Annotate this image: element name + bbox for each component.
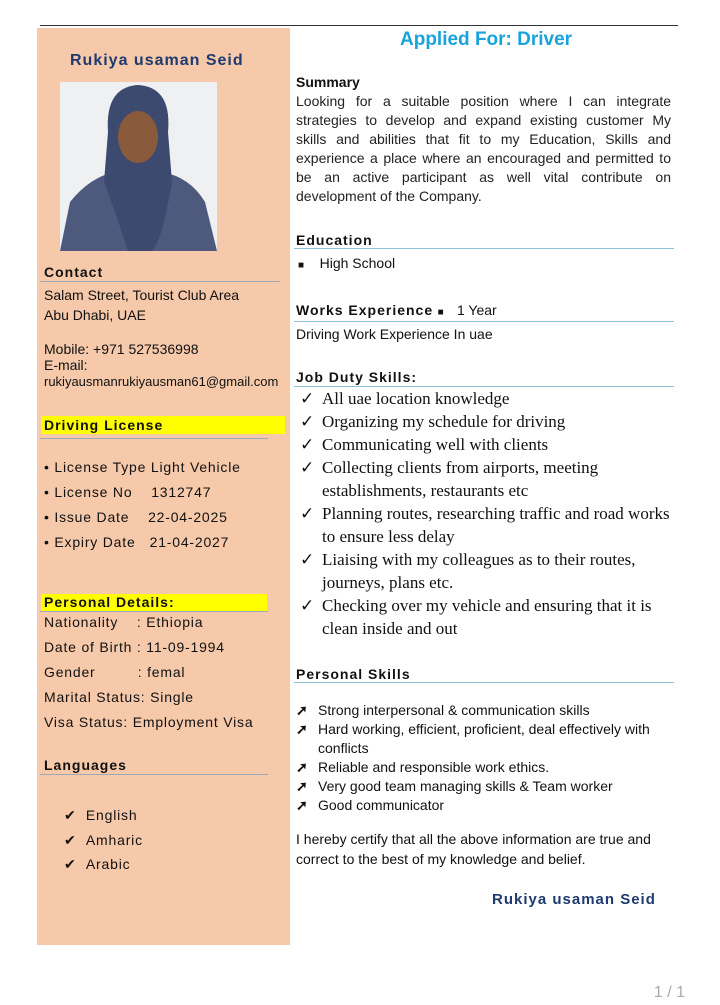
marital-status: Marital Status: Single <box>44 689 194 705</box>
duty-item: ✓ Organizing my schedule for driving <box>300 412 566 431</box>
personal-details-heading: Personal Details: <box>41 594 267 611</box>
personal-skills-heading: Personal Skills <box>296 666 411 682</box>
language-item: ✔ Arabic <box>64 856 131 872</box>
divider <box>40 281 280 282</box>
visa-status: Visa Status: Employment Visa <box>44 714 254 730</box>
address-line-1: Salam Street, Tourist Club Area <box>44 287 240 303</box>
check-icon: ✔ <box>64 807 86 823</box>
skill-item: ➚ Very good team managing skills & Team worker <box>296 778 613 794</box>
candidate-name: Rukiya usaman Seid <box>70 52 244 69</box>
summary-text: Looking for a suitable position where I can integrate strategies to develop and expand existing customer My skills and abilities that fit to my Education, Skills and experience a place where an encouraged and permitted to be an active participant as well vital contribute on development of the Company. <box>296 93 671 204</box>
address-line-2: Abu Dhabi, UAE <box>44 307 146 323</box>
email-label: E-mail: <box>44 357 88 373</box>
contact-heading: Contact <box>44 264 104 280</box>
gender: Gender : femal <box>44 664 186 680</box>
check-icon: ✓ <box>300 550 315 569</box>
square-bullet-icon: ■ <box>298 260 305 271</box>
check-icon: ✓ <box>300 458 315 477</box>
experience-text: Driving Work Experience In uae <box>296 326 493 342</box>
license-no: • License No 1312747 <box>44 484 212 500</box>
check-icon: ✓ <box>300 435 315 454</box>
top-rule <box>40 25 678 26</box>
language-item: ✔ English <box>64 807 138 823</box>
duty-item: ✓ Collecting clients from airports, meeting establishments, restaurants etc <box>300 458 599 500</box>
signature-name: Rukiya usaman Seid <box>492 891 656 908</box>
mobile: Mobile: +971 527536998 <box>44 341 199 357</box>
license-type: • License Type Light Vehicle <box>44 459 241 475</box>
expiry-date: • Expiry Date 21-04-2027 <box>44 534 230 550</box>
nationality: Nationality : Ethiopia <box>44 614 204 630</box>
check-icon: ✔ <box>64 856 86 872</box>
divider <box>40 611 268 612</box>
duty-item: ✓ Planning routes, researching traffic and road works to ensure less delay <box>300 504 670 546</box>
experience-header <box>296 302 497 321</box>
check-icon: ✓ <box>300 596 315 615</box>
divider <box>294 321 674 322</box>
issue-date: • Issue Date 22-04-2025 <box>44 509 228 525</box>
check-icon: ✓ <box>300 504 315 523</box>
duty-item: ✓ Communicating well with clients <box>300 435 549 454</box>
languages-heading: Languages <box>44 757 127 773</box>
arrow-up-right-icon: ➚ <box>296 778 308 794</box>
duty-item: ✓ Checking over my vehicle and ensuring that it is clean inside and out <box>300 596 652 638</box>
profile-photo <box>60 82 217 251</box>
divider <box>294 682 674 683</box>
square-bullet-icon: ■ <box>437 307 444 318</box>
email[interactable]: rukiyausmanrukiyausman61@gmail.com <box>44 374 279 389</box>
page-number: 1 / 1 <box>653 984 685 1001</box>
job-duty-heading: Job Duty Skills: <box>296 369 418 385</box>
arrow-up-right-icon: ➚ <box>296 797 308 813</box>
education-item: ■ High School <box>298 255 396 271</box>
date-of-birth: Date of Birth : 11-09-1994 <box>44 639 225 655</box>
skill-item: ➚ Good communicator <box>296 797 445 813</box>
divider <box>294 248 674 249</box>
summary-heading: Summary <box>296 74 360 90</box>
skill-item: ➚ Strong interpersonal & communication skills <box>296 702 590 718</box>
arrow-up-right-icon: ➚ <box>296 721 308 737</box>
personal-skills-list <box>296 701 676 815</box>
applied-for-title: Applied For: Driver <box>400 29 573 50</box>
experience-duration: 1 Year <box>456 302 497 318</box>
education-heading: Education <box>296 232 373 248</box>
job-duty-list <box>300 387 670 640</box>
driving-license-heading: Driving License <box>41 416 285 434</box>
divider <box>40 438 268 439</box>
language-item: ✔ Amharic <box>64 832 143 848</box>
arrow-up-right-icon: ➚ <box>296 702 308 718</box>
certification-text: I hereby certify that all the above information are true and correct to the best of my knowledge and belief. <box>296 831 651 867</box>
experience-heading: Works Experience <box>296 302 434 318</box>
check-icon: ✓ <box>300 412 315 431</box>
duty-item: ✓ Liaising with my colleagues as to their routes, journeys, plans etc. <box>300 550 636 592</box>
check-icon: ✔ <box>64 832 86 848</box>
skill-item: ➚ Reliable and responsible work ethics. <box>296 759 550 775</box>
arrow-up-right-icon: ➚ <box>296 759 308 775</box>
check-icon: ✓ <box>300 389 315 408</box>
duty-item: ✓ All uae location knowledge <box>300 389 510 408</box>
skill-item: ➚ Hard working, efficient, proficient, deal effectively with conflicts <box>296 721 650 756</box>
divider <box>40 774 268 775</box>
